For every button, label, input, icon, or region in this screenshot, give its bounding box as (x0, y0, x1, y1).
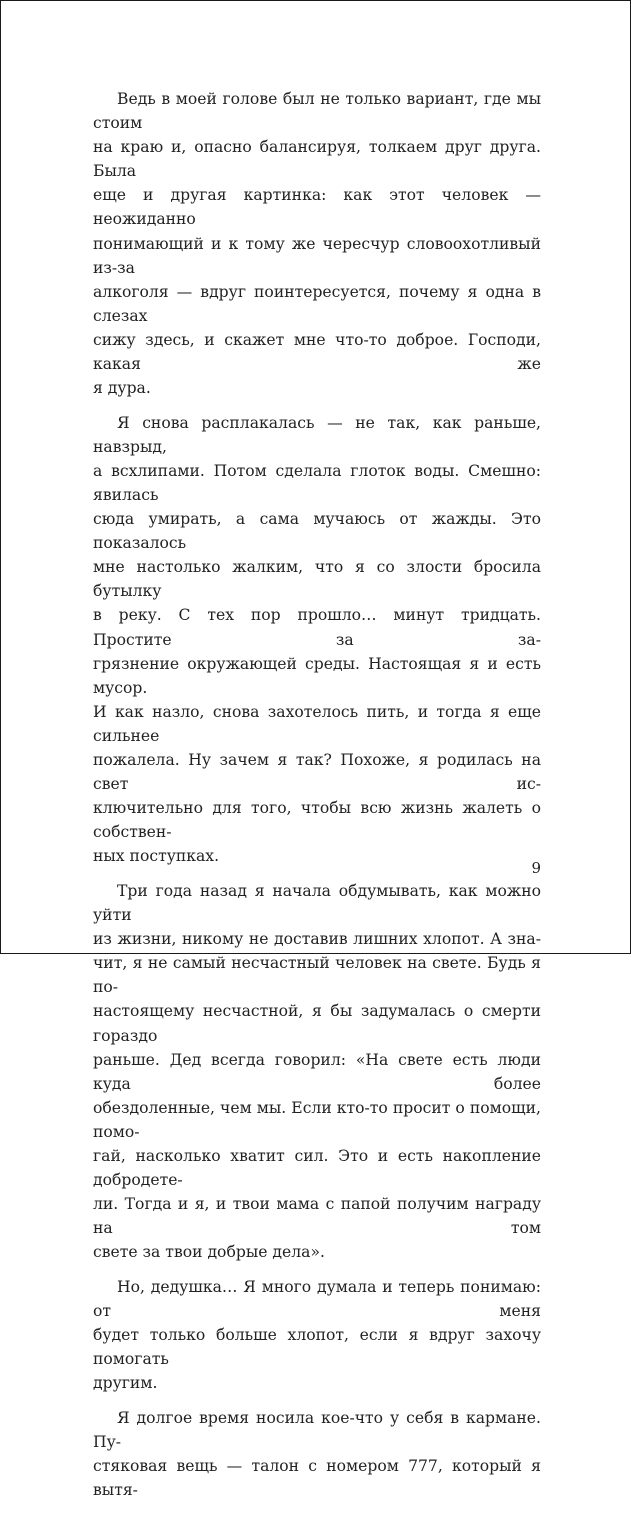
text-line: свете за твои добрые дела». (93, 1243, 325, 1262)
text-line: ли. Тогда и я, и твои мама с папой получим награду на том (93, 1195, 541, 1238)
text-line: я дура. (93, 379, 151, 398)
paragraph (93, 411, 541, 869)
text-line: раньше. Дед всегда говорил: «На свете есть люди куда более (93, 1050, 541, 1093)
text-line: из жизни, никому не доставив лишних хлопот. А зна- (93, 930, 541, 949)
paragraph (93, 87, 541, 400)
text-line: И как назло, снова захотелось пить, и тогда я еще сильнее (93, 702, 541, 745)
paragraph (93, 1275, 541, 1395)
text-line: в реку. С тех пор прошло… минут тридцать. Простите за за- (93, 606, 541, 649)
text-line: мне настолько жалким, что я со злости бросила бутылку (93, 558, 541, 601)
text-line: сюда умирать, а сама мучаюсь от жажды. Это показалось (93, 510, 541, 553)
text-line: на краю и, опасно балансируя, толкаем друг друга. Была (93, 138, 541, 181)
text-line: гай, насколько хватит сил. Это и есть накопление добродете- (93, 1147, 541, 1190)
text-line: Ведь в моей голове был не только вариант, где мы стоим (93, 90, 541, 133)
text-line: грязнение окружающей среды. Настоящая я и есть мусор. (93, 654, 541, 697)
text-line: чит, я не самый несчастный человек на свете. Будь я по- (93, 954, 541, 997)
paragraph (93, 1406, 541, 1502)
text-line: стяковая вещь — талон с номером 777, который я вытя- (93, 1457, 541, 1500)
text-line: понимающий и к тому же чересчур словоохотливый из-за (93, 234, 541, 277)
text-line: настоящему несчастной, я бы задумалась о смерти гораздо (93, 1002, 541, 1045)
text-line: Я снова расплакалась — не так, как раньше, навзрыд, (93, 413, 541, 456)
text-line: ных поступках. (93, 847, 220, 866)
text-line: другим. (93, 1374, 158, 1393)
paragraph (93, 879, 541, 1265)
text-line: а всхлипами. Потом сделала глоток воды. Смешно: явилась (93, 461, 541, 504)
text-line: обездоленные, чем мы. Если кто-то просит о помощи, помо- (93, 1098, 541, 1141)
page-number: 9 (531, 859, 541, 877)
text-line: алкоголя — вдруг поинтересуется, почему я одна в слезах (93, 282, 541, 325)
text-line: пожалела. Ну зачем я так? Похоже, я родилась на свет ис- (93, 751, 541, 794)
text-line: еще и другая картинка: как этот человек — неожиданно (93, 186, 541, 229)
text-line: сижу здесь, и скажет мне что-то доброе. Господи, какая же (93, 330, 541, 374)
text-line: Три года назад я начала обдумывать, как можно уйти (93, 882, 541, 925)
text-line: Я долгое время носила кое-что у себя в кармане. Пу- (93, 1408, 541, 1452)
text-line: Но, дедушка… Я много думала и теперь понимаю: от меня (93, 1278, 541, 1321)
text-line: будет только больше хлопот, если я вдруг захочу помогать (93, 1326, 541, 1369)
body-text (93, 87, 541, 1513)
text-line: ключительно для того, чтобы всю жизнь жалеть о собствен- (93, 799, 541, 842)
